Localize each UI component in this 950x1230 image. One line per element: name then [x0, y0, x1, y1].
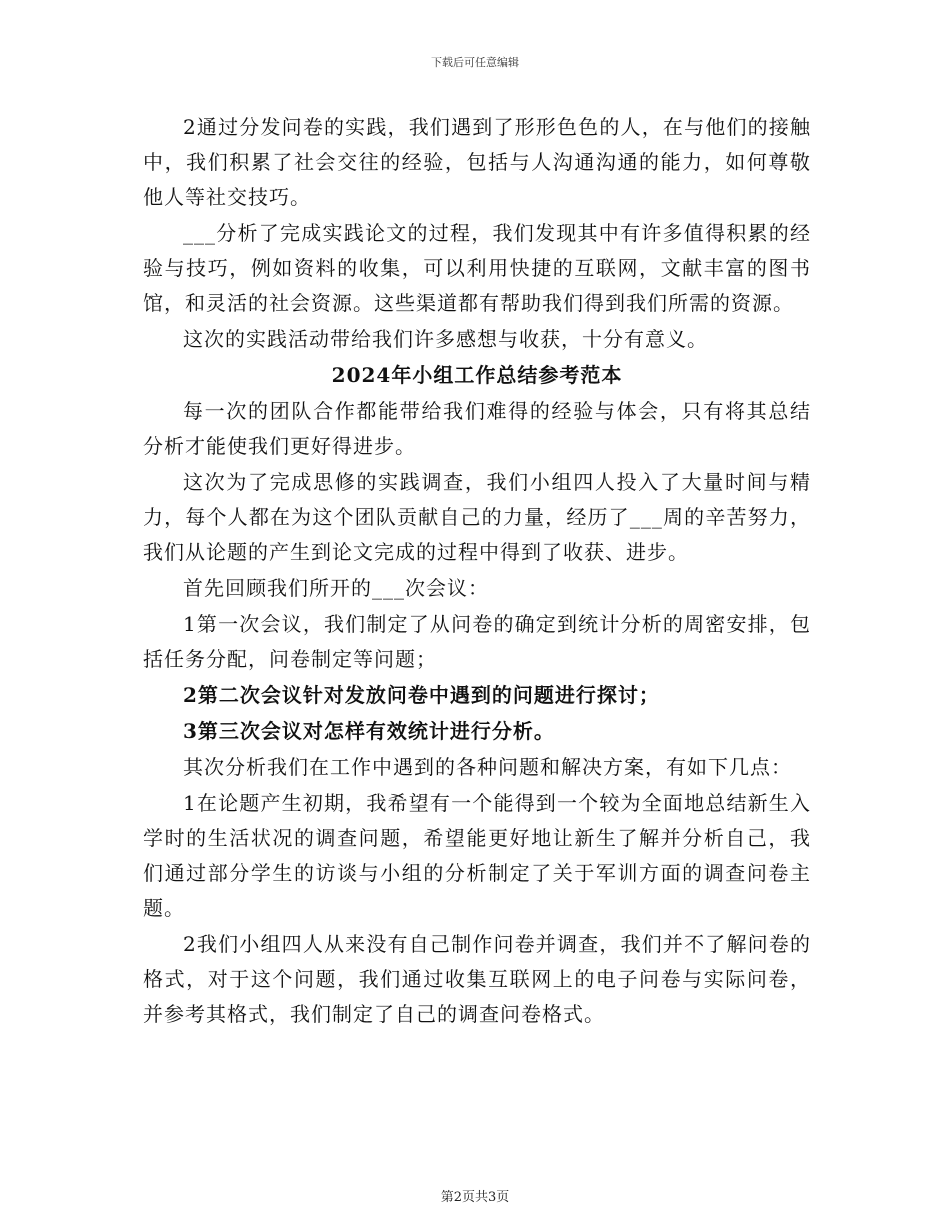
section-title: 2024年小组工作总结参考范本 [331, 363, 623, 387]
paragraph: 这次为了完成思修的实践调查，我们小组四人投入了大量时间与精力，每个人都在为这个团队贡献自己的力量，经历了___周的辛苦努力，我们从论题的产生到论文完成的过程中得到了收获、进步。 [143, 470, 811, 564]
paragraph: ___分析了完成实践论文的过程，我们发现其中有许多值得积累的经验与技巧，例如资料的收集，可以利用快捷的互联网，文献丰富的图书馆，和灵活的社会资源。这些渠道都有帮助我们得到我们所需的资源。 [143, 221, 811, 315]
paragraph: 其次分析我们在工作中遇到的各种问题和解决方案，有如下几点： [183, 755, 792, 779]
page-header: 下载后可任意编辑 [431, 56, 519, 69]
paragraph: 每一次的团队合作都能带给我们难得的经验与体会，只有将其总结分析才能使我们更好得进步。 [143, 399, 811, 458]
paragraph: 1第一次会议，我们制定了从问卷的确定到统计分析的周密安排，包括任务分配，问卷制定等问题； [143, 612, 811, 671]
paragraph: 2通过分发问卷的实践，我们遇到了形形色色的人，在与他们的接触中，我们积累了社会交往的经验，包括与人沟通沟通的能力，如何尊敬他人等社交技巧。 [143, 115, 811, 209]
paragraph: 2我们小组四人从来没有自己制作问卷并调查，我们并不了解问卷的格式，对于这个问题，我们通过收集互联网上的电子问卷与实际问卷，并参考其格式，我们制定了自己的调查问卷格式。 [143, 932, 811, 1026]
bold-paragraph: 2第二次会议针对发放问卷中遇到的问题进行探讨； [183, 683, 660, 707]
paragraph: 这次的实践活动带给我们许多感想与收获，十分有意义。 [183, 327, 708, 351]
page-footer: 第2页共3页 [440, 1190, 510, 1205]
document-body [143, 110, 811, 1033]
paragraph: 首先回顾我们所开的___次会议： [183, 576, 489, 600]
bold-paragraph: 3第三次会议对怎样有效统计进行分析。 [183, 719, 555, 743]
paragraph: 1在论题产生初期，我希望有一个能得到一个较为全面地总结新生入学时的生活状况的调查问题，希望能更好地让新生了解并分析自己，我们通过部分学生的访谈与小组的分析制定了关于军训方面的调查问卷主题。 [143, 791, 811, 920]
